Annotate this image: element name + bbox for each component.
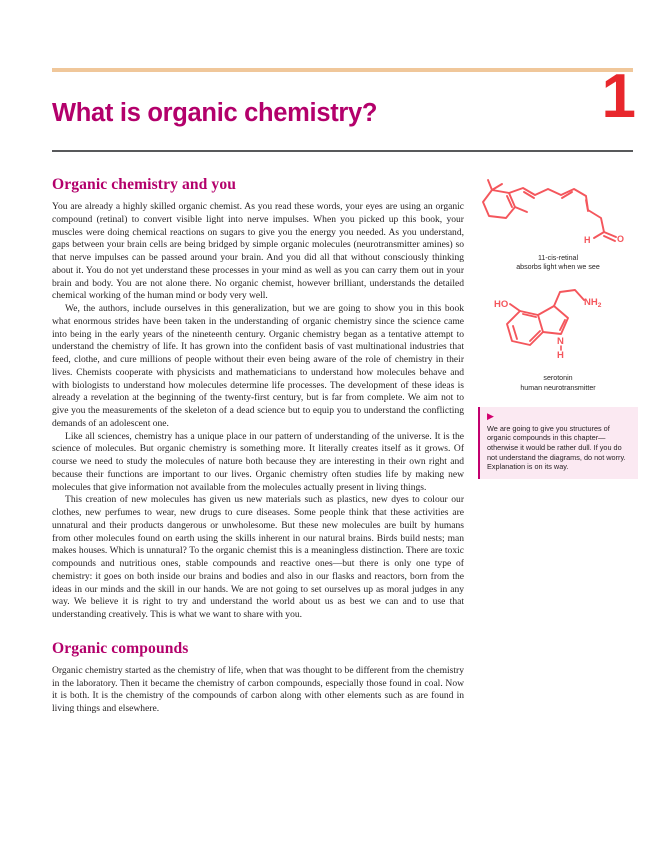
triangle-marker-icon: ▶ [487,410,494,421]
figure-caption-serotonin [478,374,638,392]
paragraph: We, the authors, include ourselves in this generalization, but we are going to show you in this book what enormous strides have been taken in the understanding of organic chemistry since the science came into being in the early years of the nineteenth century. Organic chemistry began as a tentative attempt to understand the chemistry of life. It has grown into the confident basis of vast multinational industries that feed, clothe, and cure millions of people without their even being aware of the role of chemistry in their lives. Chemists cooperate with physicists and mathematicians to understand how molecules behave and with biologists to understand how molecules determine life processes. The development of these ideas is already a revelation at the beginning of the twenty-first century, but is far from complete. We aim not to give you the measurements of the skeleton of a dead science but to equip you to understand the conflicting demands of an adolescent one. [52,303,464,429]
serotonin-nh-hydrogen-label: H [557,350,564,362]
serotonin-structure-diagram [478,284,638,372]
paragraph: Organic chemistry started as the chemistry of life, when that was thought to be different from the chemistry in the laboratory. Then it became the chemistry of carbon compounds, especially those found in coal. Now it is both. It is the chemistry of the compounds of carbon along with other elements such as are found in living things and elsewhere. [52,664,464,714]
chapter-number: 1 [601,62,634,131]
retinal-structure-diagram [478,176,638,252]
retinal-aldehyde-h-label: H [584,235,591,245]
header-rule-divider [52,150,633,152]
caption-line: serotonin [543,374,573,383]
caption-line: absorbs light when we see [516,263,600,272]
figure-retinal [478,176,638,272]
paragraph: This creation of new molecules has given us new materials such as plastics, new dyes to colour our clothes, new perfumes to wear, new drugs to cure diseases. Some people think that these activities are unnatural and their products dangerous or unwholesome. But these new molecules are built by humans from other molecules found on earth using the skills inherent in our natural brains. Birds build nests; man makes houses. Which is unnatural? To the organic chemist this is a meaningless distinction. There are toxic compounds and nutritious ones, stable compounds and reactive ones—but there is only one type of chemistry: it goes on both inside our brains and bodies and also in our flasks and reactors, born from the ideas in our minds and the skill in our hands. We are not going to set ourselves up as moral judges in any way. We believe it is right to try and understand the world about us as best we can and to use that understanding creatively. This is what we want to share with you. [52,494,464,620]
callout-body-text: We are going to give you structures of organic compounds in this chapter—otherwise it would be rather dull. If you do not understand the diagrams, do not worry. Explanation is on its way. [487,423,626,472]
figure-caption-retinal [478,254,638,272]
main-text-column [52,176,464,716]
paragraph: Like all sciences, chemistry has a unique place in our pattern of understanding of the universe. It is the science of molecules. But organic chemistry is something more. It literally creates itself as it grows. Of course we need to study the molecules of nature both because they are interesting in their own right and because their functions are important to our lives. Organic chemistry often studies life by making new molecules that give information not available from the molecules actually present in living things. [52,430,464,493]
margin-callout-note [478,407,638,479]
caption-line: 11-cis-retinal [537,254,579,262]
paragraph: You are already a highly skilled organic chemist. As you read these words, your eyes are using an organic compound (retinal) to convert visible light into nerve impulses. When you picked up this book, your muscles were doing chemical reactions on sugars to give you the energy you needed. As you understand, gaps between your brain cells are being bridged by simple organic molecules (neurotransmitter amines) so that nerve impulses can be passed around your brain. And you did all that without consciously thinking about it. You do not yet understand these processes in your mind as well as you can carry them out in your brain and body. You are not alone there. No organic chemist, however brilliant, understands the detailed chemical working of the human mind or body very well. [52,201,464,302]
serotonin-ring-nitrogen-label: N [557,336,564,348]
figure-serotonin [478,284,638,392]
retinal-aldehyde-o-label: O [617,234,625,244]
serotonin-hydroxyl-label: HO [494,299,509,311]
page-title: What is organic chemistry? [52,99,378,128]
section-heading-organic-chemistry-and-you: Organic chemistry and you [52,176,236,193]
serotonin-amine-label: $NH_2$ [584,297,602,310]
section-heading-organic-compounds: Organic compounds [52,639,189,657]
margin-column [478,176,638,479]
caption-line: human neurotransmitter [520,383,596,392]
top-rule-divider [52,68,633,72]
